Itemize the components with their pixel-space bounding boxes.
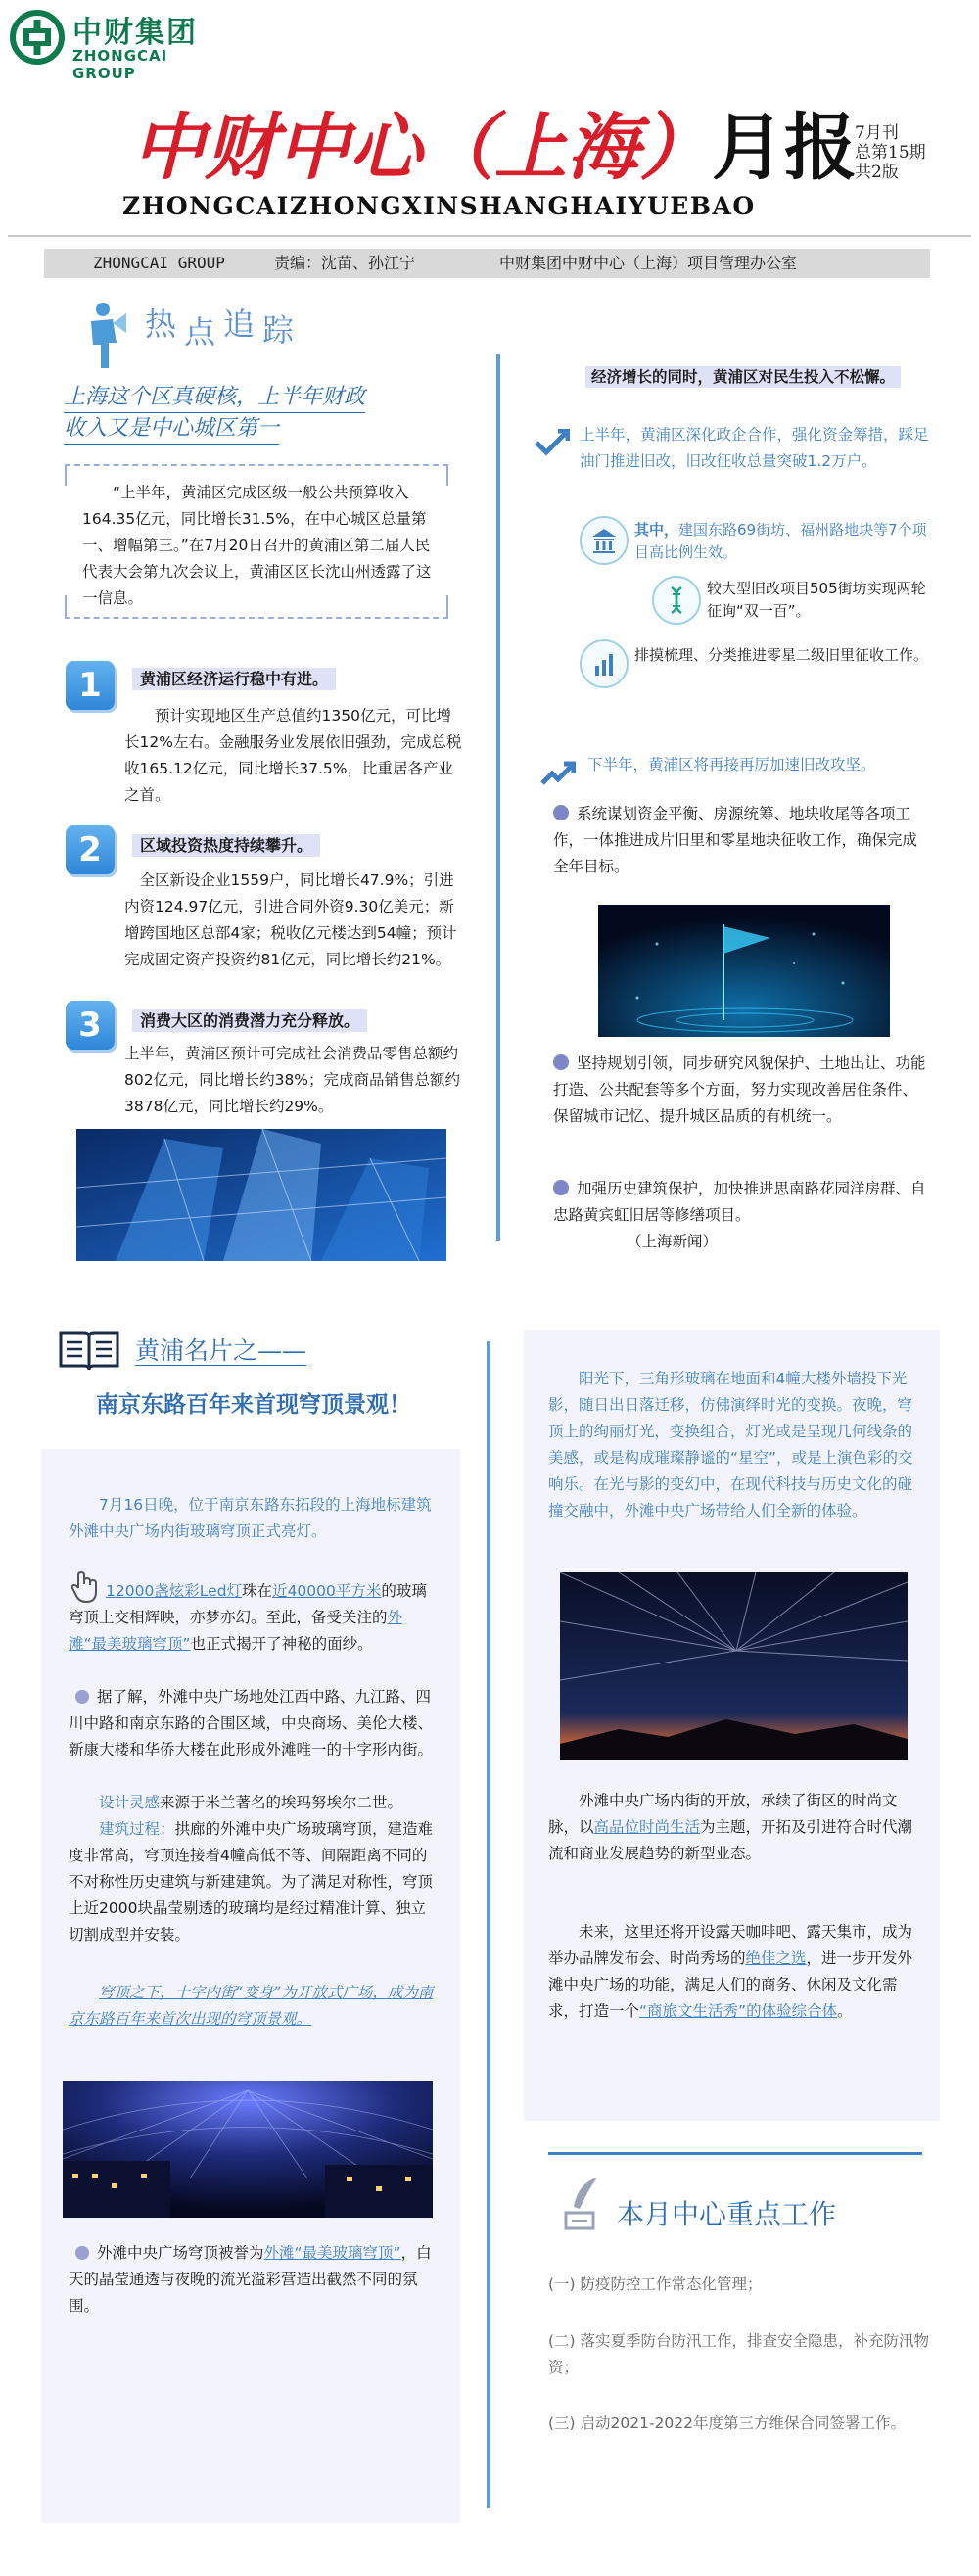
card-title-a	[135, 1332, 306, 1367]
card-p4-lead: 设计灵感	[99, 1794, 161, 1811]
zhongcai-logo-icon	[10, 10, 65, 65]
column-divider	[496, 354, 500, 1241]
glass-dome-night-image	[63, 2081, 433, 2218]
card-p2	[69, 1578, 439, 1658]
point-first-half: 上半年，黄浦区深化政企合作，强化资金筹措，踩足油门推进旧改，旧改征收总量突破1.2万户。	[580, 426, 929, 470]
card-r2-c: 为主题，开拓及引进符合时代潮流和商业发展趋势的新型业态。	[548, 1818, 913, 1862]
card-p5-lead: 建筑过程	[99, 1820, 161, 1838]
card-p4-text: 来源于米兰著名的埃玛努埃尔二世。	[160, 1794, 403, 1811]
sub-icon-building	[580, 516, 629, 565]
card-p2-b: 珠在	[242, 1582, 273, 1600]
item-2-title-text: 区域投资热度持续攀升。	[132, 834, 320, 857]
focus-divider	[548, 2152, 922, 2155]
card-caption-c: ，白天的晶莹通透与夜晚的流光溢彩营造出截然不同的氛围。	[69, 2244, 432, 2315]
issue-number: 总第15期	[855, 143, 926, 163]
right-intro-text: 经济增长的同时，黄浦区对民生投入不松懈。	[585, 366, 901, 388]
card-caption-b: 外滩“最美玻璃穹顶”	[263, 2244, 401, 2262]
quote-corner	[446, 464, 448, 486]
quill-pen-icon	[558, 2174, 609, 2232]
number-badge-3: 3	[66, 1001, 115, 1050]
masthead-title-left: 中财中心（上海）	[132, 106, 712, 190]
news-source: （上海新闻）	[627, 1233, 719, 1250]
right-intro	[585, 365, 901, 389]
card-r3-d: “商旅文生活秀”的体验综合体	[639, 2002, 838, 2020]
hot-quote: “上半年，黄浦区完成区级一般公共预算收入164.35亿元，同比增长31.5%，在中心城区总量第一、增幅第三。”在7月20日召开的黄浦区第二届人民代表大会第九次会议上，黄浦区区长沈山州透露了这一信息。	[82, 484, 432, 607]
card-caption-a: 外滩中央广场穹顶被誉为	[97, 2244, 264, 2262]
card-r3-b: 绝佳之选	[745, 1949, 807, 1967]
digital-flag-image	[598, 905, 890, 1037]
sub-item-3: 排摸梳理、分类推进零星二级旧里征收工作。	[634, 646, 929, 664]
hot-title-char: 热	[145, 305, 177, 343]
card-p5-text: ：拱廊的外滩中央广场玻璃穹顶，建造难度非常高，穹顶连接着4幢高低不等、间隔距离不同的不对称性历史建筑与新建建筑。为了满足对称性，穹顶上近2000块晶莹剔透的玻璃均是经过精准计算、独立切割成型并安装。	[69, 1820, 434, 1944]
sub-item-1-text: 建国东路69街坊、福州路地块等7个项目高比例生效。	[634, 521, 927, 561]
card-p3-text: 据了解，外滩中央广场地处江西中路、九江路、四川中路和南京东路的合围区域，中央商场、美伦大楼、新康大楼和华侨大楼在此形成外滩唯一的十字形内街。	[69, 1688, 434, 1758]
card-p5	[69, 1816, 439, 1948]
sub-icon-chart	[580, 639, 629, 688]
hot-title-char: 踪	[262, 311, 295, 349]
card-r2-b: 高品位时尚生活	[593, 1818, 701, 1836]
bullet-dot	[75, 1690, 89, 1704]
info-office: 中财集团中财中心（上海）项目管理办公室	[499, 254, 798, 272]
card-r3-c: ，进一步开发外滩中央广场的功能，满足人们的商务、休闲及文化需求，打造一个	[548, 1949, 913, 2020]
item-3-body: 上半年，黄浦区预计可完成社会消费品零售总额约802亿元，同比增长约38%；完成商品销售总额约3878亿元，同比增长约29%。	[124, 1045, 461, 1115]
number-badge-2: 2	[66, 825, 115, 874]
bullet-1-text: 系统谋划资金平衡、房源统筹、地块收尾等各项工作，一体推进成片旧里和零星地块征收工作，确保完成全年目标。	[553, 805, 918, 875]
item-3-title	[132, 1008, 367, 1031]
bullet-dot	[553, 805, 569, 820]
card-p2-f: 也正式揭开了神秘的面纱。	[190, 1635, 373, 1653]
quote-corner	[65, 464, 67, 486]
focus-title: 本月中心重点工作	[617, 2198, 837, 2230]
brand-name-cn: 中财集团	[72, 16, 198, 50]
bullet-dot	[553, 1054, 569, 1070]
bullet-1	[553, 801, 930, 880]
issue-info	[855, 123, 926, 182]
bar-chart-icon	[582, 641, 627, 686]
trend-arrow-icon	[535, 429, 570, 456]
item-3-title-text: 消费大区的消费潜力充分释放。	[132, 1009, 367, 1032]
card-p2-c: 近40000平方米	[272, 1582, 382, 1600]
trend-arrow-icon	[540, 760, 576, 787]
point-second-half: 下半年，黄浦区将再接再厉加速旧改攻坚。	[587, 756, 876, 773]
number-badge-1: 1	[66, 661, 115, 710]
hot-section-title	[145, 300, 295, 351]
card-p2-e: 外滩“最美玻璃穹顶”	[69, 1609, 403, 1653]
quote-corner	[446, 595, 448, 617]
focus-item-1: (一) 防疫防控工作常态化管理；	[548, 2275, 763, 2293]
star-trail-image	[560, 1572, 908, 1760]
masthead-title	[132, 90, 857, 194]
issue-pages: 共2版	[855, 163, 899, 182]
card-title-b: 南京东路百年来首现穹顶景观！	[96, 1391, 411, 1418]
bank-icon	[582, 518, 627, 563]
column-divider	[487, 1341, 490, 2508]
card-p1: 7月16日晚，位于南京东路东拓段的上海地标建筑外滩中央广场内街玻璃穹顶正式亮灯。	[69, 1496, 432, 1540]
hot-headline-line: 上海这个区真硬核，上半年财政	[64, 382, 365, 413]
megaphone-person-icon	[83, 300, 128, 370]
dna-icon	[654, 578, 699, 623]
city-building-image	[76, 1129, 446, 1261]
item-1-body: 预计实现地区生产总值约1350亿元，可比增长12%左右。金融服务业发展依旧强劲，完成总税收165.12亿元，同比增长37.5%，比重居各产业之首。	[124, 707, 462, 804]
hot-title-char: 点	[184, 313, 216, 351]
card-p3	[69, 1684, 439, 1763]
hot-headline-line: 收入又是中心城区第一	[64, 413, 279, 445]
masthead-pinyin: ZHONGCAIZHONGXINSHANGHAIYUEBAO	[122, 192, 756, 220]
brand-logo	[10, 8, 225, 82]
item-1-title	[132, 667, 336, 689]
card-p2-a: 12000盏炫彩Led灯	[106, 1582, 243, 1600]
focus-item-2: (二) 落实夏季防台防汛工作，排查安全隐患，补充防汛物资；	[548, 2332, 930, 2376]
item-1-title-text: 黄浦区经济运行稳中有进。	[132, 668, 336, 690]
sub-icon-dna	[652, 576, 701, 625]
item-2-title	[132, 833, 320, 856]
brand-name-en: ZHONGCAI GROUP	[72, 47, 168, 82]
quote-corner	[65, 595, 67, 617]
open-book-icon	[57, 1327, 121, 1374]
card-r2-a: 外滩中央广场内街的开放，承续了街区的时尚文脉，以	[548, 1792, 898, 1836]
card-caption	[69, 2240, 439, 2319]
hot-headline	[64, 382, 475, 445]
bullet-2-text: 坚持规划引领，同步研究风貌保护、土地出让、功能打造、公共配套等多个方面，努力实现改善居住条件、保留城市记忆、提升城区品质的有机统一。	[553, 1054, 926, 1125]
masthead-divider	[8, 235, 971, 237]
item-2-body: 全区新设企业1559户，同比增长47.9%；引进内资124.97亿元，引进合同外资9.30亿美元；新增跨国地区总部4家；税收亿元楼达到54幢；预计完成固定资产投资约81亿元，同比增长约21%。	[124, 871, 457, 968]
bullet-dot	[75, 2246, 89, 2260]
card-r3-e: 。	[837, 2002, 853, 2020]
bullet-dot	[553, 1180, 569, 1195]
info-bar	[44, 249, 930, 278]
info-group: ZHONGCAI GROUP	[93, 254, 225, 272]
card-r1: 阳光下，三角形玻璃在地面和4幢大楼外墙投下光影，随日出日落迁移，仿佛演绎时光的变换。夜晚，穹顶上的绚丽灯光，变换组合，灯光或是呈现几何线条的美感，或是构成璀璨静谧的“星空”，或是上演色彩的交响乐。在光与影的变幻中，在现代科技与历史文化的碰撞交融中，外滩中央广场带给人们全新的体验。	[548, 1370, 913, 1520]
card-p2-d: 的玻璃穹顶上交相辉映，亦梦亦幻。至此，备受关注的	[69, 1582, 427, 1626]
card-title-a-text: 黄浦名片之——	[135, 1336, 307, 1365]
sub-item-2: 较大型旧改项目505街坊实现两轮征询“双一百”。	[707, 580, 926, 620]
bullet-3-text: 加强历史建筑保护，加快推进思南路花园洋房群、自忠路黄宾虹旧居等修缮项目。	[553, 1180, 926, 1224]
card-r2	[548, 1788, 920, 1867]
card-r3-a: 未来，这里还将开设露天咖啡吧、露天集市，成为举办品牌发布会、时尚秀场的	[548, 1923, 913, 1967]
sub-item-1	[634, 519, 928, 564]
card-p6: 穹顶之下，十字内街“变身”为开放式广场，成为南京东路百年来首次出现的穹顶景观。	[69, 1984, 434, 2028]
hot-title-char: 追	[223, 305, 256, 343]
bullet-2	[553, 1051, 930, 1130]
issue-month: 7月刊	[855, 123, 899, 143]
card-r3	[548, 1919, 920, 2025]
card-p4	[69, 1790, 439, 1816]
sub-item-1-lead: 其中，	[634, 521, 679, 539]
focus-item-3: (三) 启动2021-2022年度第三方维保合同签署工作。	[548, 2414, 907, 2432]
bullet-3	[553, 1176, 930, 1229]
masthead-title-right: 月报	[712, 106, 857, 190]
info-editor: 责编：沈苗、孙江宁	[274, 254, 416, 272]
